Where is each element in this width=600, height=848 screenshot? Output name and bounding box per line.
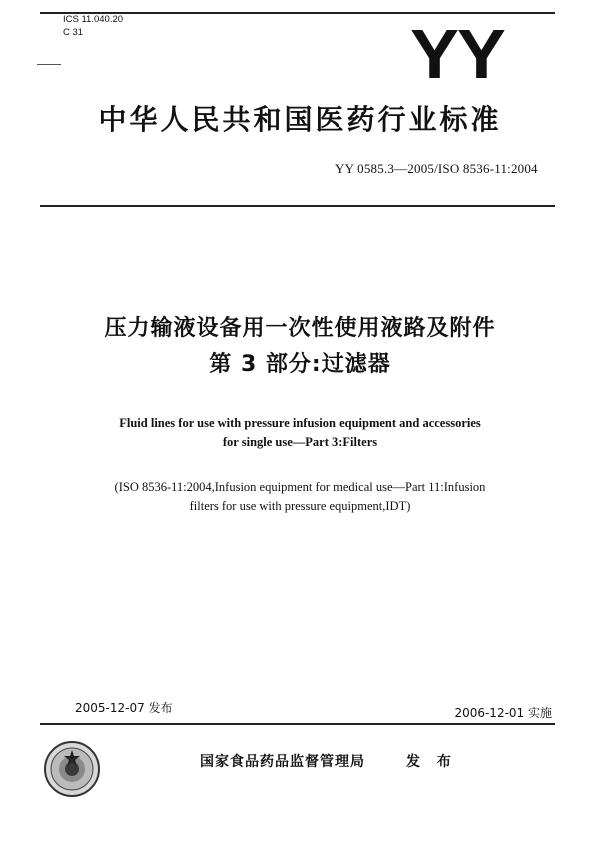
standard-number: YY 0585.3—2005/ISO 8536-11:2004 bbox=[335, 161, 538, 176]
yy-logo: YY bbox=[410, 15, 504, 93]
english-title-line-1: Fluid lines for use with pressure infusion equipment and accessories bbox=[119, 416, 481, 430]
header-rule bbox=[40, 205, 555, 207]
ics-code: ICS 11.040.20 bbox=[63, 14, 124, 25]
english-title-line-2: for single use—Part 3:Filters bbox=[222, 435, 378, 449]
publish-label: 发 布 bbox=[406, 754, 457, 770]
issuing-authority: 国家食品药品监督管理局 bbox=[200, 754, 365, 770]
standard-category-title: 中华人民共和国医药行业标准 bbox=[98, 103, 502, 136]
chinese-title-line-1: 压力输液设备用一次性使用液路及附件 bbox=[104, 316, 496, 341]
classification-code: C 31 bbox=[63, 27, 84, 38]
adoption-note-line-1: (ISO 8536-11:2004,Infusion equipment for medical use—Part 11:Infusion bbox=[114, 480, 486, 494]
adoption-note-line-2: filters for use with pressure equipment,IDT) bbox=[189, 499, 411, 513]
chinese-title-line-2: 第 3 部分:过滤器 bbox=[209, 352, 391, 377]
issue-date: 2005-12-07 发布 bbox=[75, 701, 173, 715]
implementation-date: 2006-12-01 实施 bbox=[454, 706, 552, 720]
official-seal-icon bbox=[43, 740, 101, 798]
footer-rule bbox=[40, 723, 555, 725]
side-mark bbox=[37, 64, 61, 65]
